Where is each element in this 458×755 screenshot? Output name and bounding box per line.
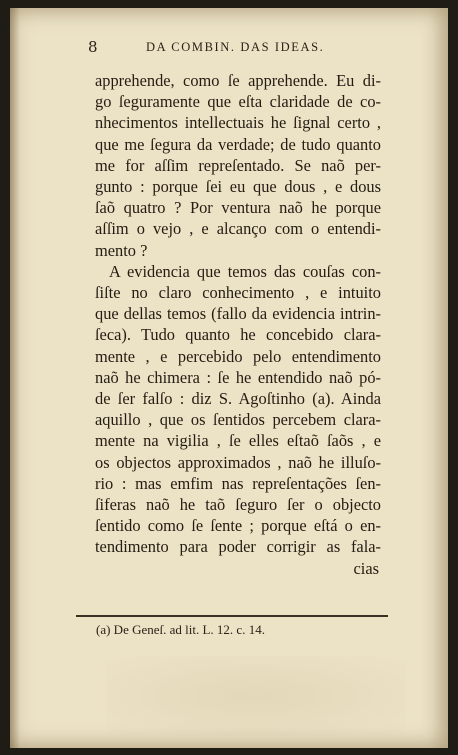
text-line: ſiſte no claro conhecimento , e intuito bbox=[95, 283, 381, 303]
text-line: ſeca). Tudo quanto he concebido clara- bbox=[95, 325, 381, 345]
text-line: os objectos approximados , naõ he illuſo- bbox=[95, 452, 381, 472]
page-gutter-shadow bbox=[10, 8, 20, 748]
body-text bbox=[95, 70, 381, 579]
paper-stain bbox=[106, 656, 406, 736]
text-line: cias bbox=[353, 558, 379, 578]
text-line: ſaõ quatro ? Por ventura naõ he porque bbox=[95, 198, 381, 218]
text-line: aſſim o vejo , e alcanço com o entendi- bbox=[95, 219, 381, 239]
footnote-rule bbox=[76, 615, 388, 617]
text-line: rio : mas emfim nas repreſentações ſen- bbox=[95, 473, 381, 493]
footnote: (a) De Geneſ. ad lit. L. 12. c. 14. bbox=[96, 622, 265, 637]
page-number: 8 bbox=[88, 38, 98, 56]
running-head bbox=[88, 38, 428, 60]
text-line: A evidencia que temos das couſas con- bbox=[109, 261, 381, 281]
text-line: naõ he chimera : ſe he entendido naõ pó- bbox=[95, 367, 381, 387]
text-line: ſentido como ſe ſente ; porque eſtá o en- bbox=[95, 516, 381, 536]
running-title: DA COMBIN. DAS IDEAS. bbox=[146, 40, 325, 54]
text-line: que dellas temos (fallo da evidencia intrin- bbox=[95, 304, 381, 324]
text-line: ſiferas naõ he taõ ſeguro ſer o objecto bbox=[95, 495, 381, 515]
text-line: me for aſſim repreſentado. Se naõ per- bbox=[95, 155, 381, 175]
book-page bbox=[10, 8, 448, 748]
text-line: mente , e percebido pelo entendimento bbox=[95, 346, 381, 366]
text-line: aquillo , que os ſentidos percebem clara- bbox=[95, 410, 381, 430]
text-line: gunto : porque ſei eu que dous , e dous bbox=[95, 177, 381, 197]
text-line: de ſer falſo : diz S. Agoſtinho (a). Ainda bbox=[95, 389, 381, 409]
text-line: que me ſegura da verdade; de tudo quanto bbox=[95, 134, 381, 154]
text-line: apprehende, como ſe apprehende. Eu di- bbox=[95, 71, 381, 90]
text-line: mento ? bbox=[95, 240, 148, 260]
text-line: mente na vigilia , ſe elles eſtaõ ſaõs , e bbox=[95, 431, 381, 451]
text-line: tendimento para poder corrigir as fala- bbox=[95, 537, 381, 557]
text-line: nhecimentos intellectuais he ſignal certo , bbox=[95, 113, 381, 133]
text-line: go ſeguramente que eſta claridade de co- bbox=[95, 92, 381, 112]
